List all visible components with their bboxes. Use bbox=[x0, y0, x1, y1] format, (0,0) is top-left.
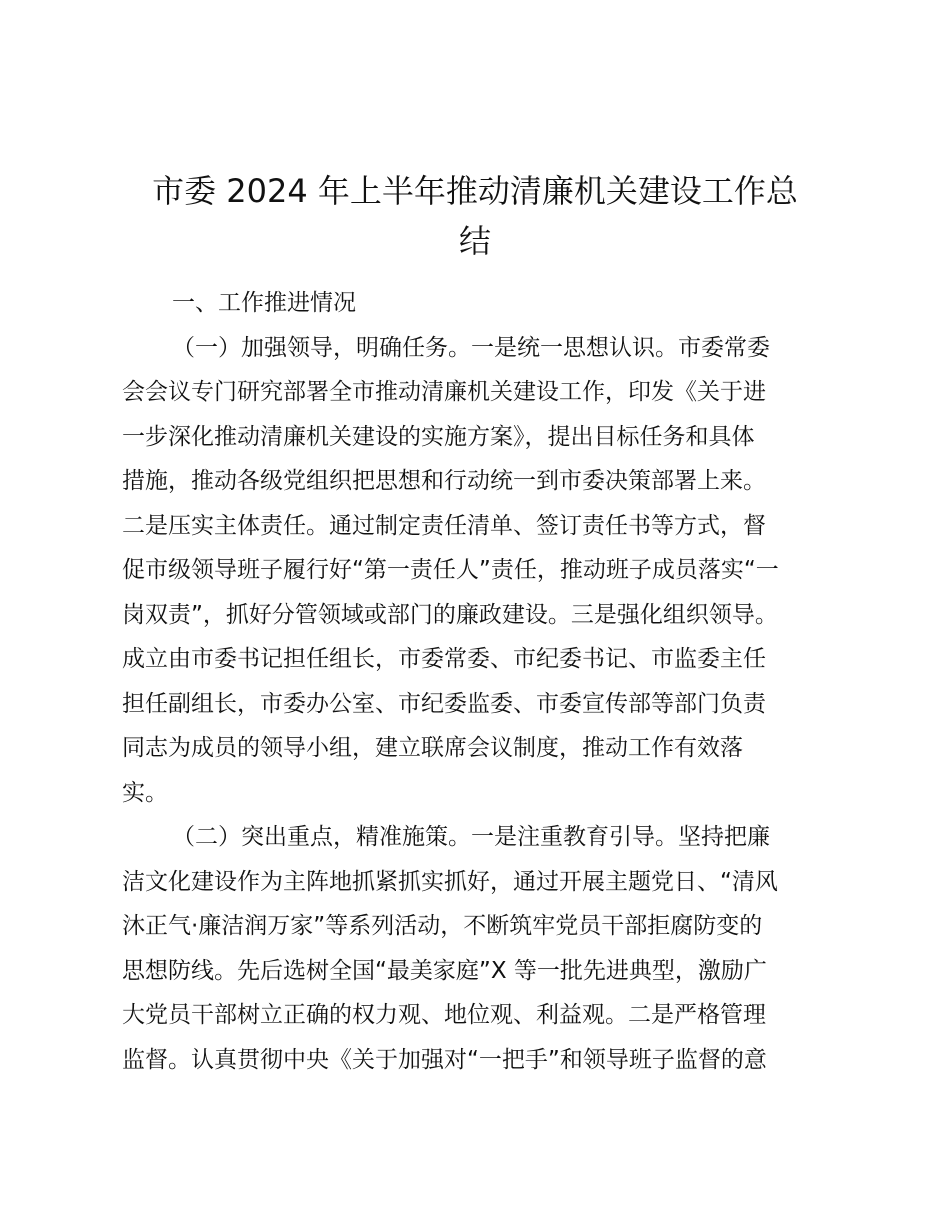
paragraph-1-line-9: 担任副组长，市委办公室、市纪委监委、市委宣传部等部门负责 bbox=[122, 690, 766, 717]
paragraph-1-line-7: 岗双责”，抓好分管领域或部门的廉政建设。三是强化组织领导。 bbox=[122, 601, 778, 628]
paragraph-1-line-5: 二是压实主体责任。通过制定责任清单、签订责任书等方式，督 bbox=[122, 512, 766, 539]
title-line-2: 结 bbox=[458, 222, 491, 260]
paragraph-1-line-10: 同志为成员的领导小组，建立联席会议制度，推动工作有效落 bbox=[122, 735, 743, 761]
paragraph-2-line-3: 沐正气·廉洁润万家”等系列活动，不断筑牢党员干部拒腐防变的 bbox=[122, 913, 763, 939]
paragraph-1-line-11: 实。 bbox=[122, 779, 168, 806]
paragraph-2 bbox=[122, 815, 834, 1082]
paragraph-1-line-3: 一步深化推动清廉机关建设的实施方案》，提出目标任务和具体 bbox=[122, 423, 755, 450]
section-heading: 一、工作推进情况 bbox=[172, 290, 356, 316]
document-title bbox=[120, 166, 830, 266]
paragraph-2-line-6: 监督。认真贯彻中央《关于加强对“一把手”和领导班子监督的意 bbox=[122, 1046, 767, 1073]
document-body bbox=[122, 281, 834, 1082]
paragraph-1-line-2: 会会议专门研究部署全市推动清廉机关建设工作，印发《关于进 bbox=[122, 379, 766, 405]
paragraph-2-line-5: 大党员干部树立正确的权力观、地位观、利益观。二是严格管理 bbox=[122, 1002, 766, 1028]
paragraph-2-line-2: 洁文化建设作为主阵地抓紧抓实抓好，通过开展主题党日、“清风 bbox=[122, 868, 778, 895]
paragraph-2-line-1: （二）突出重点，精准施策。一是注重教育引导。坚持把廉 bbox=[172, 824, 770, 850]
paragraph-1-line-4: 措施，推动各级党组织把思想和行动统一到市委决策部署上来。 bbox=[122, 468, 766, 494]
paragraph-2-line-4: 思想防线。先后选树全国“最美家庭”X 等一批先进典型，激励广 bbox=[122, 957, 767, 984]
paragraph-1-line-8: 成立由市委书记担任组长，市委常委、市纪委书记、市监委主任 bbox=[122, 646, 766, 672]
paragraph-1-line-1: （一）加强领导，明确任务。一是统一思想认识。市委常委 bbox=[172, 334, 770, 361]
title-line-1: 市委 2024 年上半年推动清廉机关建设工作总 bbox=[152, 172, 798, 210]
paragraph-1 bbox=[122, 326, 834, 816]
paragraph-1-line-6: 促市级领导班子履行好“第一责任人”责任，推动班子成员落实“一 bbox=[122, 557, 779, 583]
